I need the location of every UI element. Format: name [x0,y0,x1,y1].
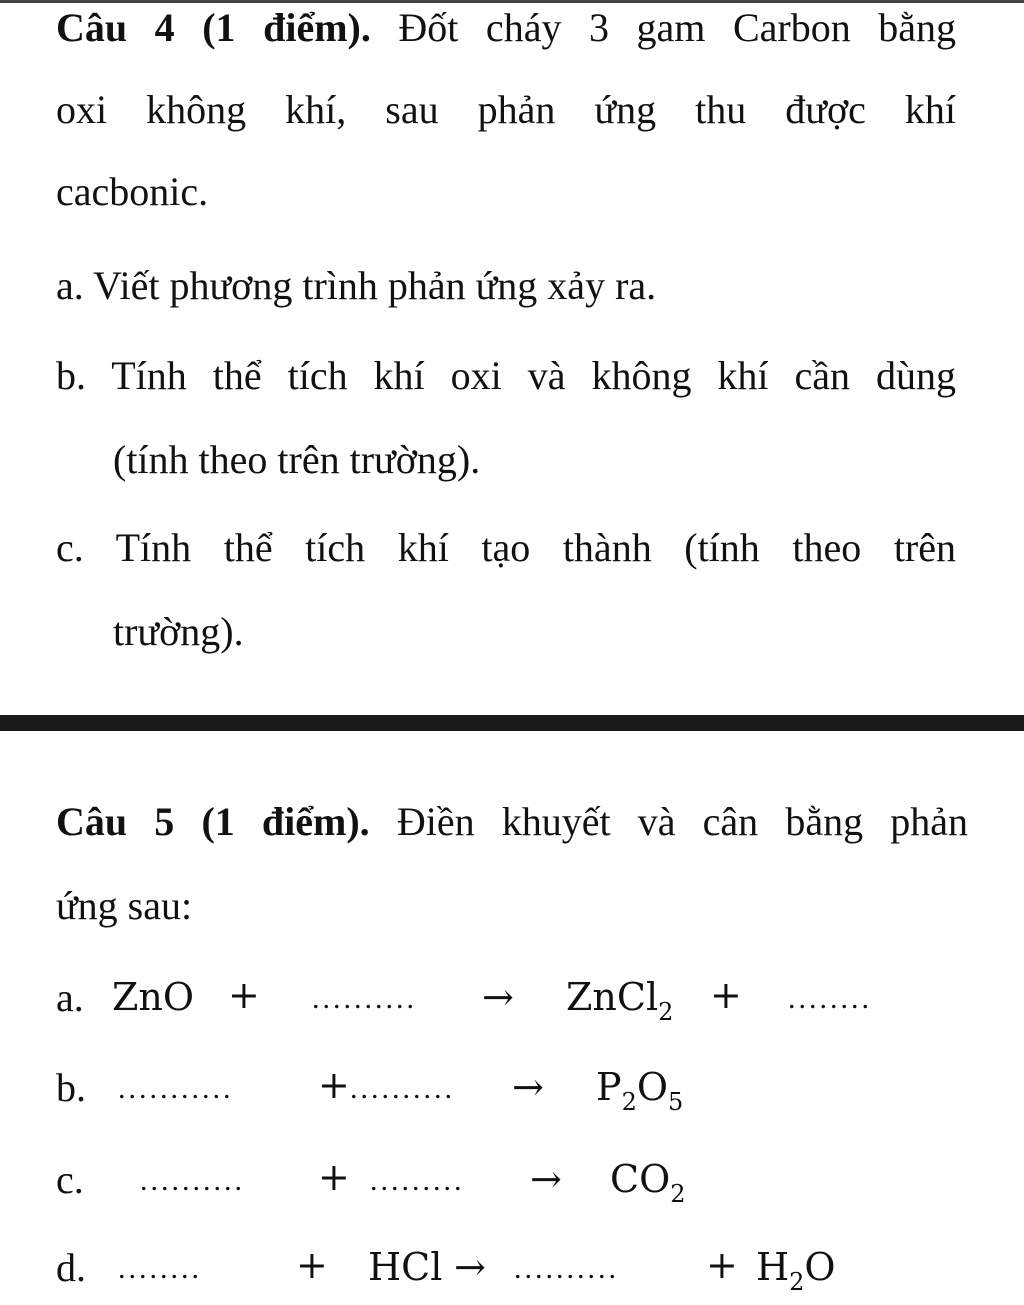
q5-d-product-o: O [804,1245,836,1289]
q5-c-plus: + [318,1155,350,1199]
q5-b-product-p-sub: 2 [621,1088,637,1116]
q5-b-product [596,1065,684,1116]
q5-c-arrow: → [530,1157,562,1201]
q5-a-reactant: ZnO [112,975,195,1019]
q4-line1-text: Đốt cháy 3 gam Carbon bằng [398,5,956,50]
q5-d-blank1[interactable]: ........ [118,1252,202,1285]
q5-b-arrow: → [512,1065,544,1109]
q5-b-product-o-sub: 5 [668,1088,684,1116]
q5-line1-text: Điền khuyết và cân bằng phản [396,799,968,844]
q5-c-product-text: CO [610,1157,671,1201]
q5-d-product-h: H [756,1245,790,1289]
q5-a-label: a. [56,975,84,1020]
q4-part-a: a. Viết phương trình phản ứng xảy ra. [56,263,657,308]
section-divider [0,715,1024,731]
q5-d-plus2: + [706,1243,738,1287]
q5-d-product-sub: 2 [789,1268,805,1296]
q5-b-plus: + [318,1063,350,1107]
q5-title: Câu 5 (1 điểm). [56,799,370,844]
q5-b-product-p: P [596,1065,622,1109]
q5-line2: ứng sau: [56,883,193,928]
q5-b-blank1[interactable]: ........... [118,1072,234,1105]
q4-title: Câu 4 (1 điểm). [56,5,371,50]
q5-a-blank2[interactable]: ........ [788,982,872,1015]
q4-part-b-line2: (tính theo trên trường). [113,437,481,482]
q5-c-label: c. [56,1157,84,1202]
q5-d-product [756,1245,836,1296]
q5-d-label: d. [56,1245,86,1290]
q5-d-arrow: → [454,1245,486,1289]
top-border [0,0,1024,3]
q4-part-c-line2: trường). [113,609,244,654]
q4-part-b-line1: b. Tính thể tích khí oxi và không khí cần dùng [56,353,956,398]
q5-c-blank2[interactable]: ......... [370,1164,465,1197]
q5-c-blank1[interactable]: .......... [140,1164,245,1197]
q5-a-product-text: ZnCl [566,975,659,1019]
q4-part-c-line1: c. Tính thể tích khí tạo thành (tính theo trên [56,525,956,570]
q4-line3: cacbonic. [56,169,209,214]
q5-c-product-sub: 2 [670,1180,686,1208]
q5-d-plus: + [296,1243,328,1287]
q5-a-blank1[interactable]: .......... [312,982,417,1015]
q4-line2: oxi không khí, sau phản ứng thu được khí [56,87,956,132]
q5-a-product-sub: 2 [658,998,674,1026]
q5-d-blank2[interactable]: .......... [514,1252,619,1285]
q5-line1 [56,799,968,844]
q5-c-product [610,1157,686,1208]
q5-a-plus2: + [710,973,742,1017]
q5-d-reactant: HCl [368,1245,443,1289]
q5-a-plus: + [228,973,260,1017]
q4-line1 [56,5,956,50]
q5-a-arrow: → [482,975,514,1019]
q5-b-label: b. [56,1065,86,1110]
q5-b-product-o: O [636,1065,669,1109]
q5-a-product [566,975,674,1026]
q5-b-blank2[interactable]: .......... [350,1072,455,1105]
